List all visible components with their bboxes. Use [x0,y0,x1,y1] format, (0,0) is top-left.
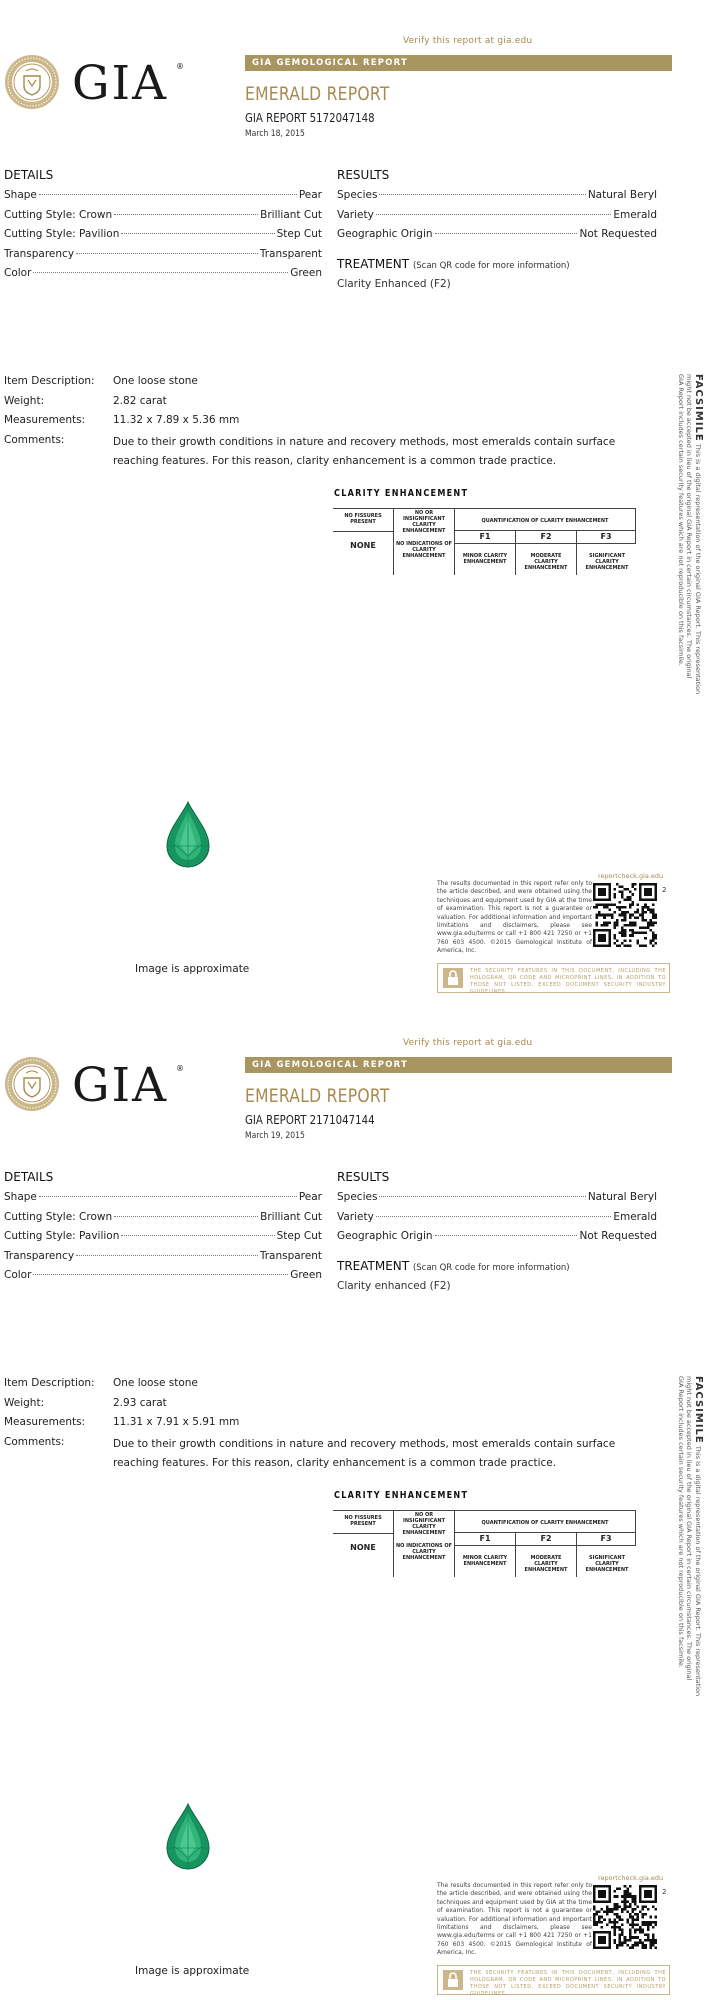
facsimile-heading: FACSIMILE [693,374,704,442]
item-info [4,1376,664,1478]
facsimile-line-1: This is a digital representation of the original GIA Report. This representation [694,443,702,695]
report-banner: GIA GEMOLOGICAL REPORT [245,55,672,71]
treatment-note: (Scan QR code for more information) [412,261,570,271]
no-indications-label: NO INDICATIONS OF CLARITY ENHANCEMENT [395,1543,453,1561]
info-row [4,413,664,427]
info-label: Measurements: [4,414,86,426]
details-label: Transparency [4,1249,75,1262]
significant-label: SIGNIFICANT CLARITY ENHANCEMENT [585,1555,629,1573]
results-label: Geographic Origin [337,1230,433,1243]
qr-number: 2 [662,1888,667,1896]
clarity-enhancement-table [333,1510,636,1577]
facsimile-line-2: might not be accepted in lieu of the original GIA Report in certain circumstances. The original [685,1376,693,1681]
f2-label: F2 [540,532,552,541]
treatment-note: (Scan QR code for more information) [412,1263,570,1273]
details-label: Cutting Style: Pavilion [4,1230,120,1243]
leader-dots [121,233,274,234]
moderate-label: MODERATE CLARITY ENHANCEMENT [524,553,568,571]
details-row [4,1269,322,1289]
leader-dots [376,214,612,215]
results-row [337,1211,657,1231]
gia-logo [4,54,184,114]
image-approximate-note: Image is approximate [135,963,250,975]
results-list [337,1191,657,1250]
none-label: NONE [350,1543,376,1552]
facsimile-notice [677,374,704,695]
leader-dots [435,233,578,234]
security-text: THE SECURITY FEATURES IN THIS DOCUMENT, INCLUDING THE HOLOGRAM, QR CODE AND MICROPRINT LINES, IN ADDITION TO THOSE NOT LISTED, EXCEED DOCUMENT SECURITY INDUSTRY GUIDELINES. [470,1970,666,1997]
results-value: Not Requested [579,228,657,241]
details-row [4,1211,322,1231]
qr-code[interactable] [593,883,657,947]
results-row [337,209,657,229]
details-label: Transparency [4,247,75,260]
leader-dots [121,1235,274,1236]
results-value: Natural Beryl [587,189,657,201]
treatment-value: Clarity enhanced (F2) [337,1280,451,1292]
facsimile-line-1: This is a digital representation of the original GIA Report. This representation [694,1445,702,1697]
report-number: GIA REPORT 2171047144 [245,1113,375,1127]
results-row [337,189,657,209]
lock-icon [443,1970,463,1990]
details-value: Pear [298,189,322,201]
report-number: GIA REPORT 5172047148 [245,111,375,125]
facsimile-notice [677,1376,704,1697]
facsimile-line-2: might not be accepted in lieu of the original GIA Report in certain circumstances. The original [685,374,693,679]
leader-dots [33,1274,288,1275]
details-row [4,1250,322,1270]
info-value: 11.32 x 7.89 x 5.36 mm [113,414,240,426]
details-label: Cutting Style: Crown [4,1210,113,1223]
gia-wordmark: GIA [72,1058,169,1113]
clarity-enhancement-table [333,508,636,575]
security-features-box [437,963,670,993]
info-row [4,1376,664,1390]
none-label: NONE [350,541,376,550]
report-date: March 18, 2015 [245,129,305,139]
info-row [4,1415,664,1429]
clarity-enhancement-title: CLARITY ENHANCEMENT [334,1490,469,1501]
details-label: Shape [4,189,37,201]
emerald-pear-image [163,1802,213,1872]
leader-dots [114,1216,258,1217]
significant-label: SIGNIFICANT CLARITY ENHANCEMENT [585,553,629,571]
no-insignificant-label: NO OR INSIGNIFICANT CLARITY ENHANCEMENT [402,510,446,534]
info-row [4,374,664,388]
details-row [4,1191,322,1211]
emerald-report-2 [0,1002,712,2000]
leader-dots [33,272,288,273]
reportcheck-link[interactable]: reportcheck.gia.edu [598,1874,664,1882]
info-row [4,394,664,408]
leader-dots [114,214,258,215]
facsimile-line-3: GIA Report includes certain security features which are not reproducible on this facsimile. [677,1376,685,1668]
info-label: Item Description: [4,375,95,387]
gia-seal-icon [4,1056,60,1112]
security-features-box [437,1965,670,1995]
leader-dots [76,1255,258,1256]
results-row [337,228,657,248]
report-banner: GIA GEMOLOGICAL REPORT [245,1057,672,1073]
no-insignificant-label: NO OR INSIGNIFICANT CLARITY ENHANCEMENT [402,1512,446,1536]
info-row [4,1435,664,1473]
leader-dots [376,1216,612,1217]
info-value: Due to their growth conditions in nature and recovery methods, most emeralds contain surface reaching features. For this reason, clarity enhancement is a common trade practice. [113,435,616,467]
info-value: One loose stone [113,1377,198,1389]
leader-dots [435,1235,578,1236]
info-value: One loose stone [113,375,198,387]
f3-label: F3 [600,1534,612,1543]
minor-label: MINOR CLARITY ENHANCEMENT [462,1555,508,1567]
details-row [4,209,322,229]
results-heading: RESULTS [337,168,390,182]
f3-label: F3 [600,532,612,541]
leader-dots [39,1196,297,1197]
image-approximate-note: Image is approximate [135,1965,250,1977]
results-row [337,1230,657,1250]
details-value: Step Cut [276,1230,322,1243]
details-value: Step Cut [276,228,322,241]
qr-number: 2 [662,886,667,894]
details-value: Green [290,1269,322,1282]
lock-icon [443,968,463,988]
gia-logo [4,1056,184,1116]
details-heading: DETAILS [4,168,54,182]
details-row [4,228,322,248]
treatment-label: TREATMENT [337,257,410,271]
results-row [337,1191,657,1211]
f2-label: F2 [540,1534,552,1543]
results-label: Species [337,189,378,201]
details-row [4,248,322,268]
results-label: Variety [337,208,374,221]
report-title: EMERALD REPORT [245,83,390,105]
results-label: Species [337,1191,378,1203]
clarity-enhancement-title: CLARITY ENHANCEMENT [334,488,469,499]
info-label: Measurements: [4,1416,86,1428]
info-value: 2.82 carat [113,394,167,407]
no-fissures-label: NO FISSURES PRESENT [344,1515,382,1527]
details-value: Green [290,267,322,280]
details-list [4,189,322,287]
results-heading: RESULTS [337,1170,390,1184]
report-date: March 19, 2015 [245,1131,305,1141]
facsimile-line-3: GIA Report includes certain security features which are not reproducible on this facsimile. [677,374,685,666]
qr-code[interactable] [593,1885,657,1949]
info-label: Weight: [4,394,45,407]
info-label: Comments: [4,433,65,446]
disclaimer-text: The results documented in this report refer only to the article described, and were obtained using the techniques and equipment used by GIA at the time of examination. This report is not a guarantee or valuation. For additional information and important limitations and disclaimers, please see www.gia.edu/terms or call +1 800 421 7250 or +1 760 603 4500. ©2015 Gemological Institute of America, Inc. [437,880,592,955]
info-row [4,1396,664,1410]
leader-dots [379,194,585,195]
minor-label: MINOR CLARITY ENHANCEMENT [462,553,508,565]
disclaimer-text: The results documented in this report refer only to the article described, and were obtained using the techniques and equipment used by GIA at the time of examination. This report is not a guarantee or valuation. For additional information and important limitations and disclaimers, please see www.gia.edu/terms or call +1 800 421 7250 or +1 760 603 4500. ©2015 Gemological Institute of America, Inc. [437,1882,592,1957]
results-value: Natural Beryl [587,1191,657,1203]
info-label: Comments: [4,1435,65,1448]
results-label: Variety [337,1210,374,1223]
details-label: Cutting Style: Pavilion [4,228,120,241]
info-label: Weight: [4,1396,45,1409]
info-value: Due to their growth conditions in nature and recovery methods, most emeralds contain surface reaching features. For this reason, clarity enhancement is a common trade practice. [113,1437,616,1469]
details-heading: DETAILS [4,1170,54,1184]
results-list [337,189,657,248]
f1-label: F1 [479,1534,491,1543]
registered-mark: ® [176,1064,184,1073]
info-value: 2.93 carat [113,1396,167,1409]
gia-seal-icon [4,54,60,110]
treatment-value: Clarity Enhanced (F2) [337,278,451,290]
item-info [4,374,664,476]
verify-link[interactable]: Verify this report at gia.edu [403,1038,533,1048]
details-list [4,1191,322,1289]
details-label: Color [4,1269,32,1282]
report-title: EMERALD REPORT [245,1085,390,1107]
reportcheck-link[interactable]: reportcheck.gia.edu [598,872,664,880]
registered-mark: ® [176,62,184,71]
emerald-pear-image [163,800,213,870]
results-label: Geographic Origin [337,228,433,241]
no-indications-label: NO INDICATIONS OF CLARITY ENHANCEMENT [395,541,453,559]
leader-dots [39,194,297,195]
details-label: Color [4,267,32,280]
facsimile-heading: FACSIMILE [693,1376,704,1444]
security-text: THE SECURITY FEATURES IN THIS DOCUMENT, INCLUDING THE HOLOGRAM, QR CODE AND MICROPRINT LINES, IN ADDITION TO THOSE NOT LISTED, EXCEED DOCUMENT SECURITY INDUSTRY GUIDELINES. [470,968,666,995]
treatment-heading [337,1259,570,1273]
details-value: Transparent [259,1249,322,1262]
details-label: Cutting Style: Crown [4,208,113,221]
f1-label: F1 [479,532,491,541]
quantification-label: QUANTIFICATION OF CLARITY ENHANCEMENT [481,518,609,524]
leader-dots [379,1196,585,1197]
results-value: Emerald [613,208,657,221]
details-label: Shape [4,1191,37,1203]
moderate-label: MODERATE CLARITY ENHANCEMENT [524,1555,568,1573]
results-value: Not Requested [579,1230,657,1243]
verify-link[interactable]: Verify this report at gia.edu [403,36,533,46]
details-value: Brilliant Cut [260,208,322,221]
details-row [4,267,322,287]
treatment-heading [337,257,570,271]
details-value: Transparent [259,247,322,260]
info-label: Item Description: [4,1377,95,1389]
info-row [4,433,664,471]
treatment-label: TREATMENT [337,1259,410,1273]
details-value: Pear [298,1191,322,1203]
no-fissures-label: NO FISSURES PRESENT [344,513,382,525]
gia-wordmark: GIA [72,56,169,111]
results-value: Emerald [613,1210,657,1223]
info-value: 11.31 x 7.91 x 5.91 mm [113,1416,240,1428]
quantification-label: QUANTIFICATION OF CLARITY ENHANCEMENT [481,1520,609,1526]
details-row [4,1230,322,1250]
details-value: Brilliant Cut [260,1210,322,1223]
details-row [4,189,322,209]
leader-dots [76,253,258,254]
